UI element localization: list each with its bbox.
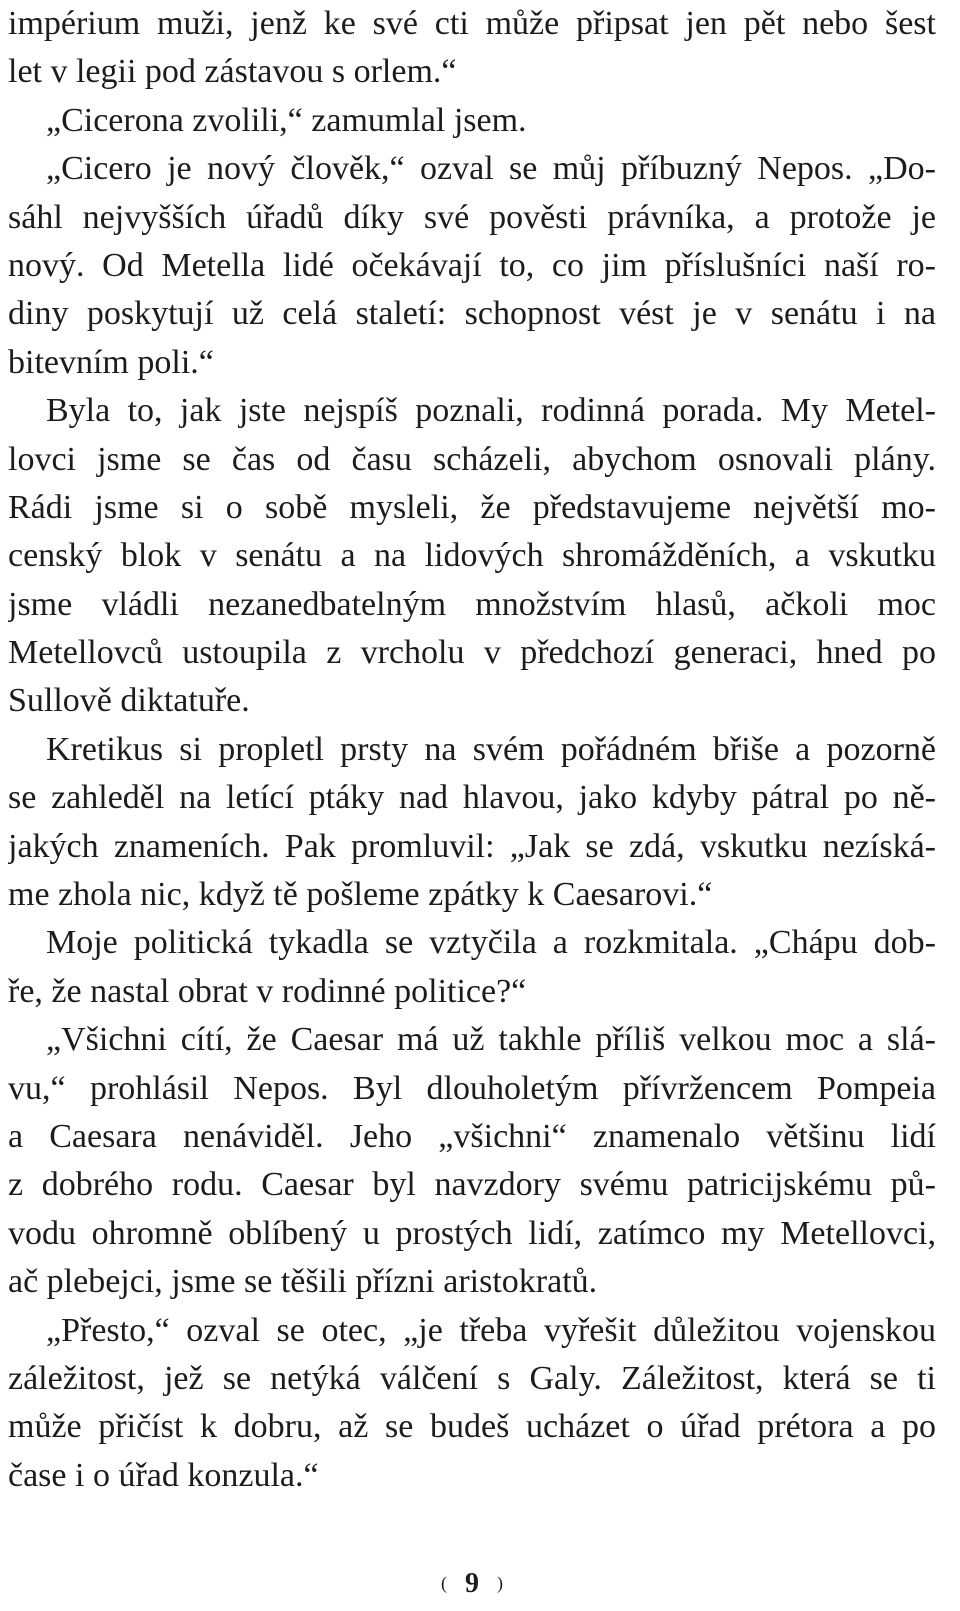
text-line: může přičíst k dobru, až se budeš ucházet o úřad prétora a po — [8, 1408, 936, 1446]
page-number-value: 9 — [465, 1568, 479, 1599]
text-line: se zahleděl na letící ptáky nad hlavou, jako kdyby pátral po ně- — [8, 779, 936, 817]
text-line: Rádi jsme si o sobě mysleli, že představujeme největší mo- — [8, 488, 936, 526]
text-line: me zhola nic, když tě pošleme zpátky k Caesarovi.“ — [8, 876, 713, 914]
text-line: jsme vládli nezanedbatelným množstvím hlasů, ačkoli moc — [8, 585, 936, 623]
text-line: let v legii pod zástavou s orlem.“ — [8, 53, 457, 91]
text-line: vodu ohromně oblíbený u prostých lidí, zatímco my Metellovci, — [8, 1214, 936, 1252]
text-line: záležitost, jež se netýká válčení s Galy. Záležitost, která se ti — [8, 1359, 936, 1397]
text-line: Sullově diktatuře. — [8, 682, 250, 720]
text-line: lovci jsme se čas od času scházeli, abychom osnovali plány. — [8, 440, 936, 478]
text-line: Byla to, jak jste nejspíš poznali, rodinná porada. My Metel- — [46, 392, 936, 430]
text-line: vu,“ prohlásil Nepos. Byl dlouholetým přívržencem Pompeia — [8, 1069, 936, 1107]
body-text — [8, 0, 936, 1500]
page-number-right-bracket: ) — [497, 1573, 503, 1593]
text-line: ře, že nastal obrat v rodinné politice?“ — [8, 972, 527, 1010]
text-line: „Přesto,“ ozval se otec, „je třeba vyřešit důležitou vojenskou — [46, 1311, 936, 1349]
text-line: Metellovců ustoupila z vrcholu v předchozí generaci, hned po — [8, 634, 936, 672]
text-line: diny poskytují už celá staletí: schopnost vést je v senátu i na — [8, 295, 936, 333]
text-line: bitevním poli.“ — [8, 343, 214, 381]
text-line: jakých znameních. Pak promluvil: „Jak se zdá, vskutku nezíská- — [8, 827, 936, 865]
text-line: sáhl nejvyšších úřadů díky své pověsti právníka, a protože je — [8, 198, 936, 236]
text-line: „Cicerona zvolili,“ zamumlal jsem. — [46, 101, 527, 139]
page-number-left-bracket: ( — [441, 1573, 447, 1593]
page-number — [8, 1568, 936, 1600]
text-line: censký blok v senátu a na lidových shromážděních, a vskutku — [8, 537, 936, 575]
text-line: ač plebejci, jsme se těšili přízni aristokratů. — [8, 1263, 598, 1301]
text-line: „Všichni cítí, že Caesar má už takhle příliš velkou moc a slá- — [46, 1021, 936, 1059]
text-line: „Cicero je nový člověk,“ ozval se můj příbuzný Nepos. „Do- — [46, 150, 936, 188]
text-line: impérium muži, jenž ke své cti může připsat jen pět nebo šest — [8, 5, 936, 42]
book-page — [8, 0, 936, 1611]
text-line: nový. Od Metella lidé očekávají to, co jim příslušníci naší ro- — [8, 246, 936, 284]
text-line: z dobrého rodu. Caesar byl navzdory svému patricijskému pů- — [8, 1166, 936, 1204]
text-line: a Caesara nenáviděl. Jeho „všichni“ znamenalo většinu lidí — [8, 1117, 936, 1155]
text-line: Kretikus si propletl prsty na svém pořádném břiše a pozorně — [46, 730, 936, 768]
text-line: čase i o úřad konzula.“ — [8, 1456, 319, 1494]
text-line: Moje politická tykadla se vztyčila a rozkmitala. „Chápu dob- — [46, 924, 936, 962]
